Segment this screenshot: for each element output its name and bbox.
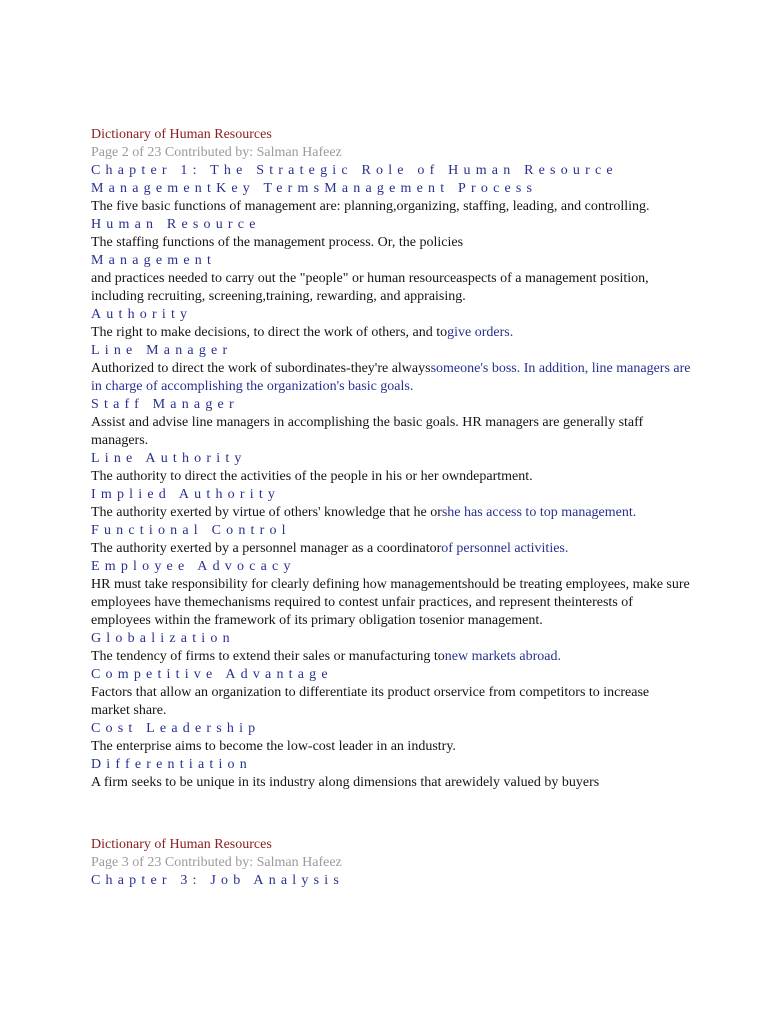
document-title: Dictionary of Human Resources (91, 127, 272, 142)
definition-text: The authority to direct the activities of the people in his or her owndepartment. (91, 469, 533, 484)
term-definition (91, 648, 691, 666)
term-definition (91, 270, 691, 306)
term-heading: Differentiation (91, 757, 252, 772)
definition-link-text: someone's boss. In addition, line managers are in charge of accomplishing the organization's basic goals. (91, 361, 691, 394)
definition-text: Assist and advise line managers in accomplishing the basic goals. HR managers are generally staff managers. (91, 415, 644, 448)
definition-link-text: give orders. (447, 325, 514, 340)
term-heading: Implied Authority (91, 487, 281, 502)
definition-text: HR must take responsibility for clearly defining how managementshould be treating employees, make sure employees have themechanisms required to contest unfair practices, and represent theinterests of employees within the framework of its primary obligation tosenior management. (91, 577, 690, 628)
term-definition (91, 738, 691, 756)
term-heading: Line Manager (91, 343, 233, 358)
term-definition (91, 504, 691, 522)
term-definition (91, 774, 691, 792)
term-heading: Cost Leadership (91, 721, 261, 736)
term-heading: Authority (91, 307, 193, 322)
term-heading: Competitive Advantage (91, 667, 333, 682)
definition-text: Authorized to direct the work of subordinates-they're always (91, 361, 431, 376)
section-heading: ManagementKey TermsManagement Process (91, 181, 538, 196)
chapter-title-page3: Chapter 3: Job Analysis (91, 873, 344, 888)
term-definition (91, 684, 691, 720)
term-definition (91, 576, 691, 630)
definition-text: The staffing functions of the management process. Or, the policies (91, 235, 464, 250)
definition-link-text: of personnel activities. (441, 541, 569, 556)
term-definition (91, 540, 691, 558)
term-heading: Human Resource (91, 217, 261, 232)
page-break (91, 792, 691, 836)
definition-text: The enterprise aims to become the low-cost leader in an industry. (91, 739, 456, 754)
definition-text: A firm seeks to be unique in its industry along dimensions that arewidely valued by buyers (91, 775, 600, 790)
term-heading: Staff Manager (91, 397, 239, 412)
definition-text: and practices needed to carry out the "people" or human resourceaspects of a management position, including recruiting, screening,training, rewarding, and appraising. (91, 271, 649, 304)
chapter-title: Chapter 1: The Strategic Role of Human Resource (91, 163, 618, 178)
definition-text: The authority exerted by a personnel manager as a coordinator (91, 541, 442, 556)
term-definition (91, 324, 691, 342)
term-list (91, 216, 691, 792)
document-title-page3: Dictionary of Human Resources (91, 837, 272, 852)
definition-link-text: new markets abroad. (444, 649, 562, 664)
page-info: Page 2 of 23 Contributed by: Salman Hafeez (91, 145, 342, 160)
definition-link-text: she has access to top management. (441, 505, 637, 520)
term-heading: Employee Advocacy (91, 559, 296, 574)
definition-text: The tendency of firms to extend their sales or manufacturing to (91, 649, 445, 664)
definition-text: The right to make decisions, to direct the work of others, and to (91, 325, 448, 340)
term-definition (91, 234, 691, 252)
term-definition (91, 468, 691, 486)
term-heading: Line Authority (91, 451, 247, 466)
term-definition (91, 414, 691, 450)
page-info-page3: Page 3 of 23 Contributed by: Salman Hafeez (91, 855, 342, 870)
term-heading: Functional Control (91, 523, 291, 538)
term-definition (91, 360, 691, 396)
definition-text: The authority exerted by virtue of others' knowledge that he or (91, 505, 442, 520)
definition-text: Factors that allow an organization to differentiate its product orservice from competitors to increase market share. (91, 685, 650, 718)
term-heading: Globalization (91, 631, 235, 646)
document-body (91, 126, 691, 890)
intro-paragraph: The five basic functions of management are: planning,organizing, staffing, leading, and controlling. (91, 199, 650, 214)
term-heading: Management (91, 253, 217, 268)
